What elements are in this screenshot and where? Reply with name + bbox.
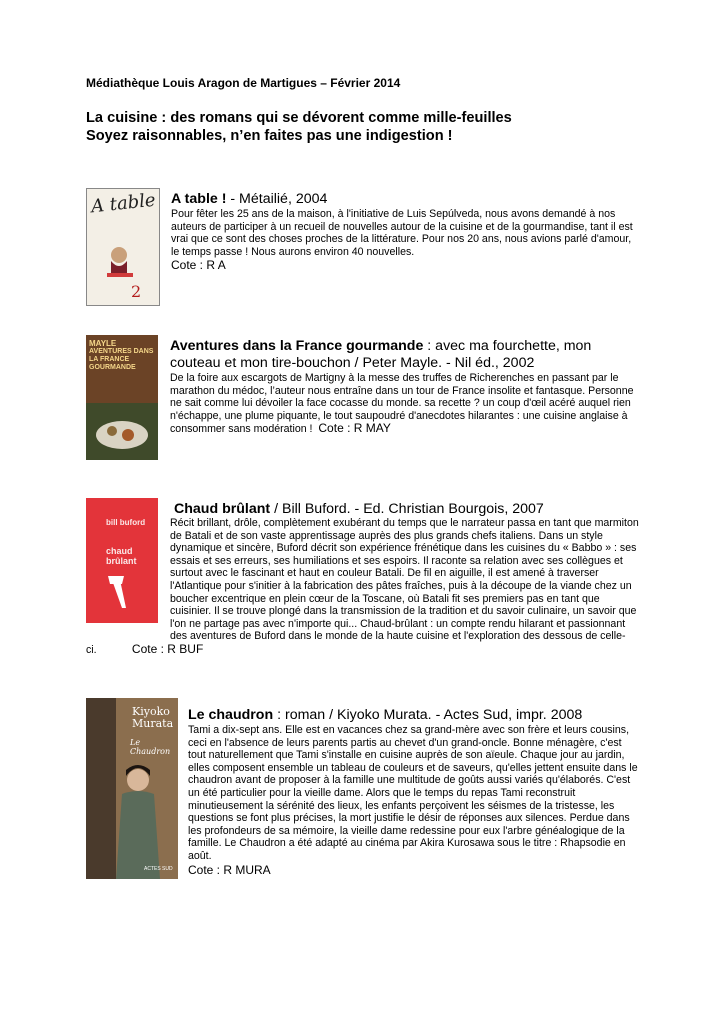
- cover-aventures-title: AVENTURES DANS LA FRANCE GOURMANDE: [89, 348, 154, 371]
- book-title-line: [188, 707, 640, 724]
- cover-chaud-author: bill buford: [106, 518, 146, 527]
- svg-text:2: 2: [131, 282, 142, 301]
- book-description: De la foire aux escargots de Martigny à la messe des truffes de Richerenches en passant par le marathon du médoc, l’auteur nous entraîne dans un tour de France insolite et fantasque. Personne ne sait comme lui dévoiler la face cocasse du monde. sa recette ? un coup d'œil acéré auquel rien n'échappe, une plume piquante, le tout saupoudré d'anecdotes hilarantes : une cuisine anglaise à consommer sans modération ! Cote : R MAY: [170, 372, 634, 436]
- cover-chaudron-author: Kiyoko Murata: [132, 705, 174, 730]
- book-publication: - Métailié, 2004: [226, 191, 328, 207]
- book-cote: Cote : R MAY: [318, 421, 391, 436]
- book-description: Tami a dix-sept ans. Elle est en vacances chez sa grand-mère avec son frère et leurs cousins, ceci en l'absence de leurs parents partis au chevet d'un grand-oncle. Bonne ménagère, c'est tout naturellement que Tami s'installe en cuisine auprès de son aïeule. Chaque jour au jardin, elles composent ensemble un tableau de couleurs et de saveurs, qu'elles jettent ensuite dans le chaudron avant de proposer à la famille une multitude de goûts aussi variés qu'élaborés. C'est un été particulier pour la vieille dame. Alors que le temps du repas Tami reconstruit minutieusement la sérénité des lieux, les enfants perçoivent les séismes de la tristesse, les questions se font plus précises, la mort justifie le désir de réponses aux silences. Perdue dans les profondeurs de sa mémoire, la vieille dame redessine pour eux l'arbre généalogique de la famille. Le Chaudron a été adapté au cinéma par Akira Kurosawa sous le titre : Rhapsodie en août.: [188, 724, 638, 862]
- book-entry-4: [188, 707, 640, 877]
- cover-chaudron-figure: [86, 698, 178, 879]
- book-cote: Cote : R BUF: [131, 641, 204, 656]
- cover-chaud-title: chaud brûlant: [106, 546, 137, 566]
- cover-aventures-photo: [86, 335, 158, 460]
- book-title-line: [171, 191, 637, 208]
- book-cote: Cote : R MURA: [188, 862, 271, 877]
- cover-chaudron-publisher: ACTES SUD: [144, 866, 173, 872]
- cover-a-table-title: A table: [90, 189, 157, 218]
- book-cover-a-table: [86, 188, 160, 306]
- book-cover-aventures: [86, 335, 158, 460]
- cover-a-table-illustration: [87, 189, 159, 305]
- book-title-line: [174, 501, 640, 518]
- book-description: Récit brillant, drôle, complètement exubérant du temps que le narrateur passa en tant que marmiton de Batali et de son vaste apprentissage auprès des plus grands chefs italiens. Dans un style dynamique et sincère, Buford décrit son expérience frénétique dans les cuisines du « Babbo » : ses essais et ses erreurs, ses humiliations et ses espoirs. Il raconte sa relation avec ses collègues et surtout avec le fascinant et haut en couleur Batali. De fil en aiguille, il est amené à traverser l'Atlantique pour s'initier à la fabrication des pâtes fraîches, puis à la découpe de la viande chez un boucher excentrique en plein cœur de la Toscane, où Batali fit ses premiers pas en tant que cuisinier. Il se trouve plongé dans la transmission de la tradition et du savoir culinaire, un savoir que l'on ne partage pas avec n'importe qui... Chaud-brûlant : un compte rendu hilarant et passionnant des aventures de Buford dans le monde de la haute cuisine et l'exploration des dessous de celle-ci. Cote : R BUF: [86, 517, 639, 656]
- book-publication: : avec ma fourchette, mon couteau et mon tire-bouchon / Peter Mayle. - Nil éd., 2002: [170, 338, 592, 371]
- book-title: A table !: [171, 191, 227, 207]
- book-title: Le chaudron: [188, 707, 274, 723]
- book-entry-2: [170, 338, 638, 436]
- book-entry-1: [171, 191, 637, 272]
- book-publication: : roman / Kiyoko Murata. - Actes Sud, impr. 2008: [273, 707, 583, 723]
- book-cover-le-chaudron: [86, 698, 178, 879]
- book-entry-3: [174, 501, 640, 518]
- book-publication: / Bill Buford. - Ed. Christian Bourgois, 2007: [270, 501, 544, 517]
- cover-chaudron-title: Le Chaudron: [130, 738, 171, 756]
- title-line-2: Soyez raisonnables, n’en faites pas une indigestion !: [86, 128, 453, 144]
- cover-aventures-author: MAYLE: [89, 339, 117, 348]
- book-title: Chaud brûlant: [174, 501, 271, 517]
- book-cote: Cote : R A: [171, 258, 226, 273]
- title-line-1: La cuisine : des romans qui se dévorent comme mille-feuilles: [86, 110, 512, 126]
- page-title: [86, 109, 512, 145]
- library-header: Médiathèque Louis Aragon de Martigues – Février 2014: [86, 76, 401, 90]
- book-title-line: [170, 338, 638, 372]
- book-description: Pour fêter les 25 ans de la maison, à l'initiative de Luis Sepúlveda, nous avons demandé à nos auteurs de participer à un recueil de nouvelles autour de la cuisine et de la gourmandise, tant il est vrai que ce sont des choses proches de la littérature. Pour nos 20 ans, nous avions parlé d'amour, le temps passe ! Nous aurons environ 40 nouvelles.: [171, 208, 633, 258]
- book-title: Aventures dans la France gourmande: [170, 338, 424, 354]
